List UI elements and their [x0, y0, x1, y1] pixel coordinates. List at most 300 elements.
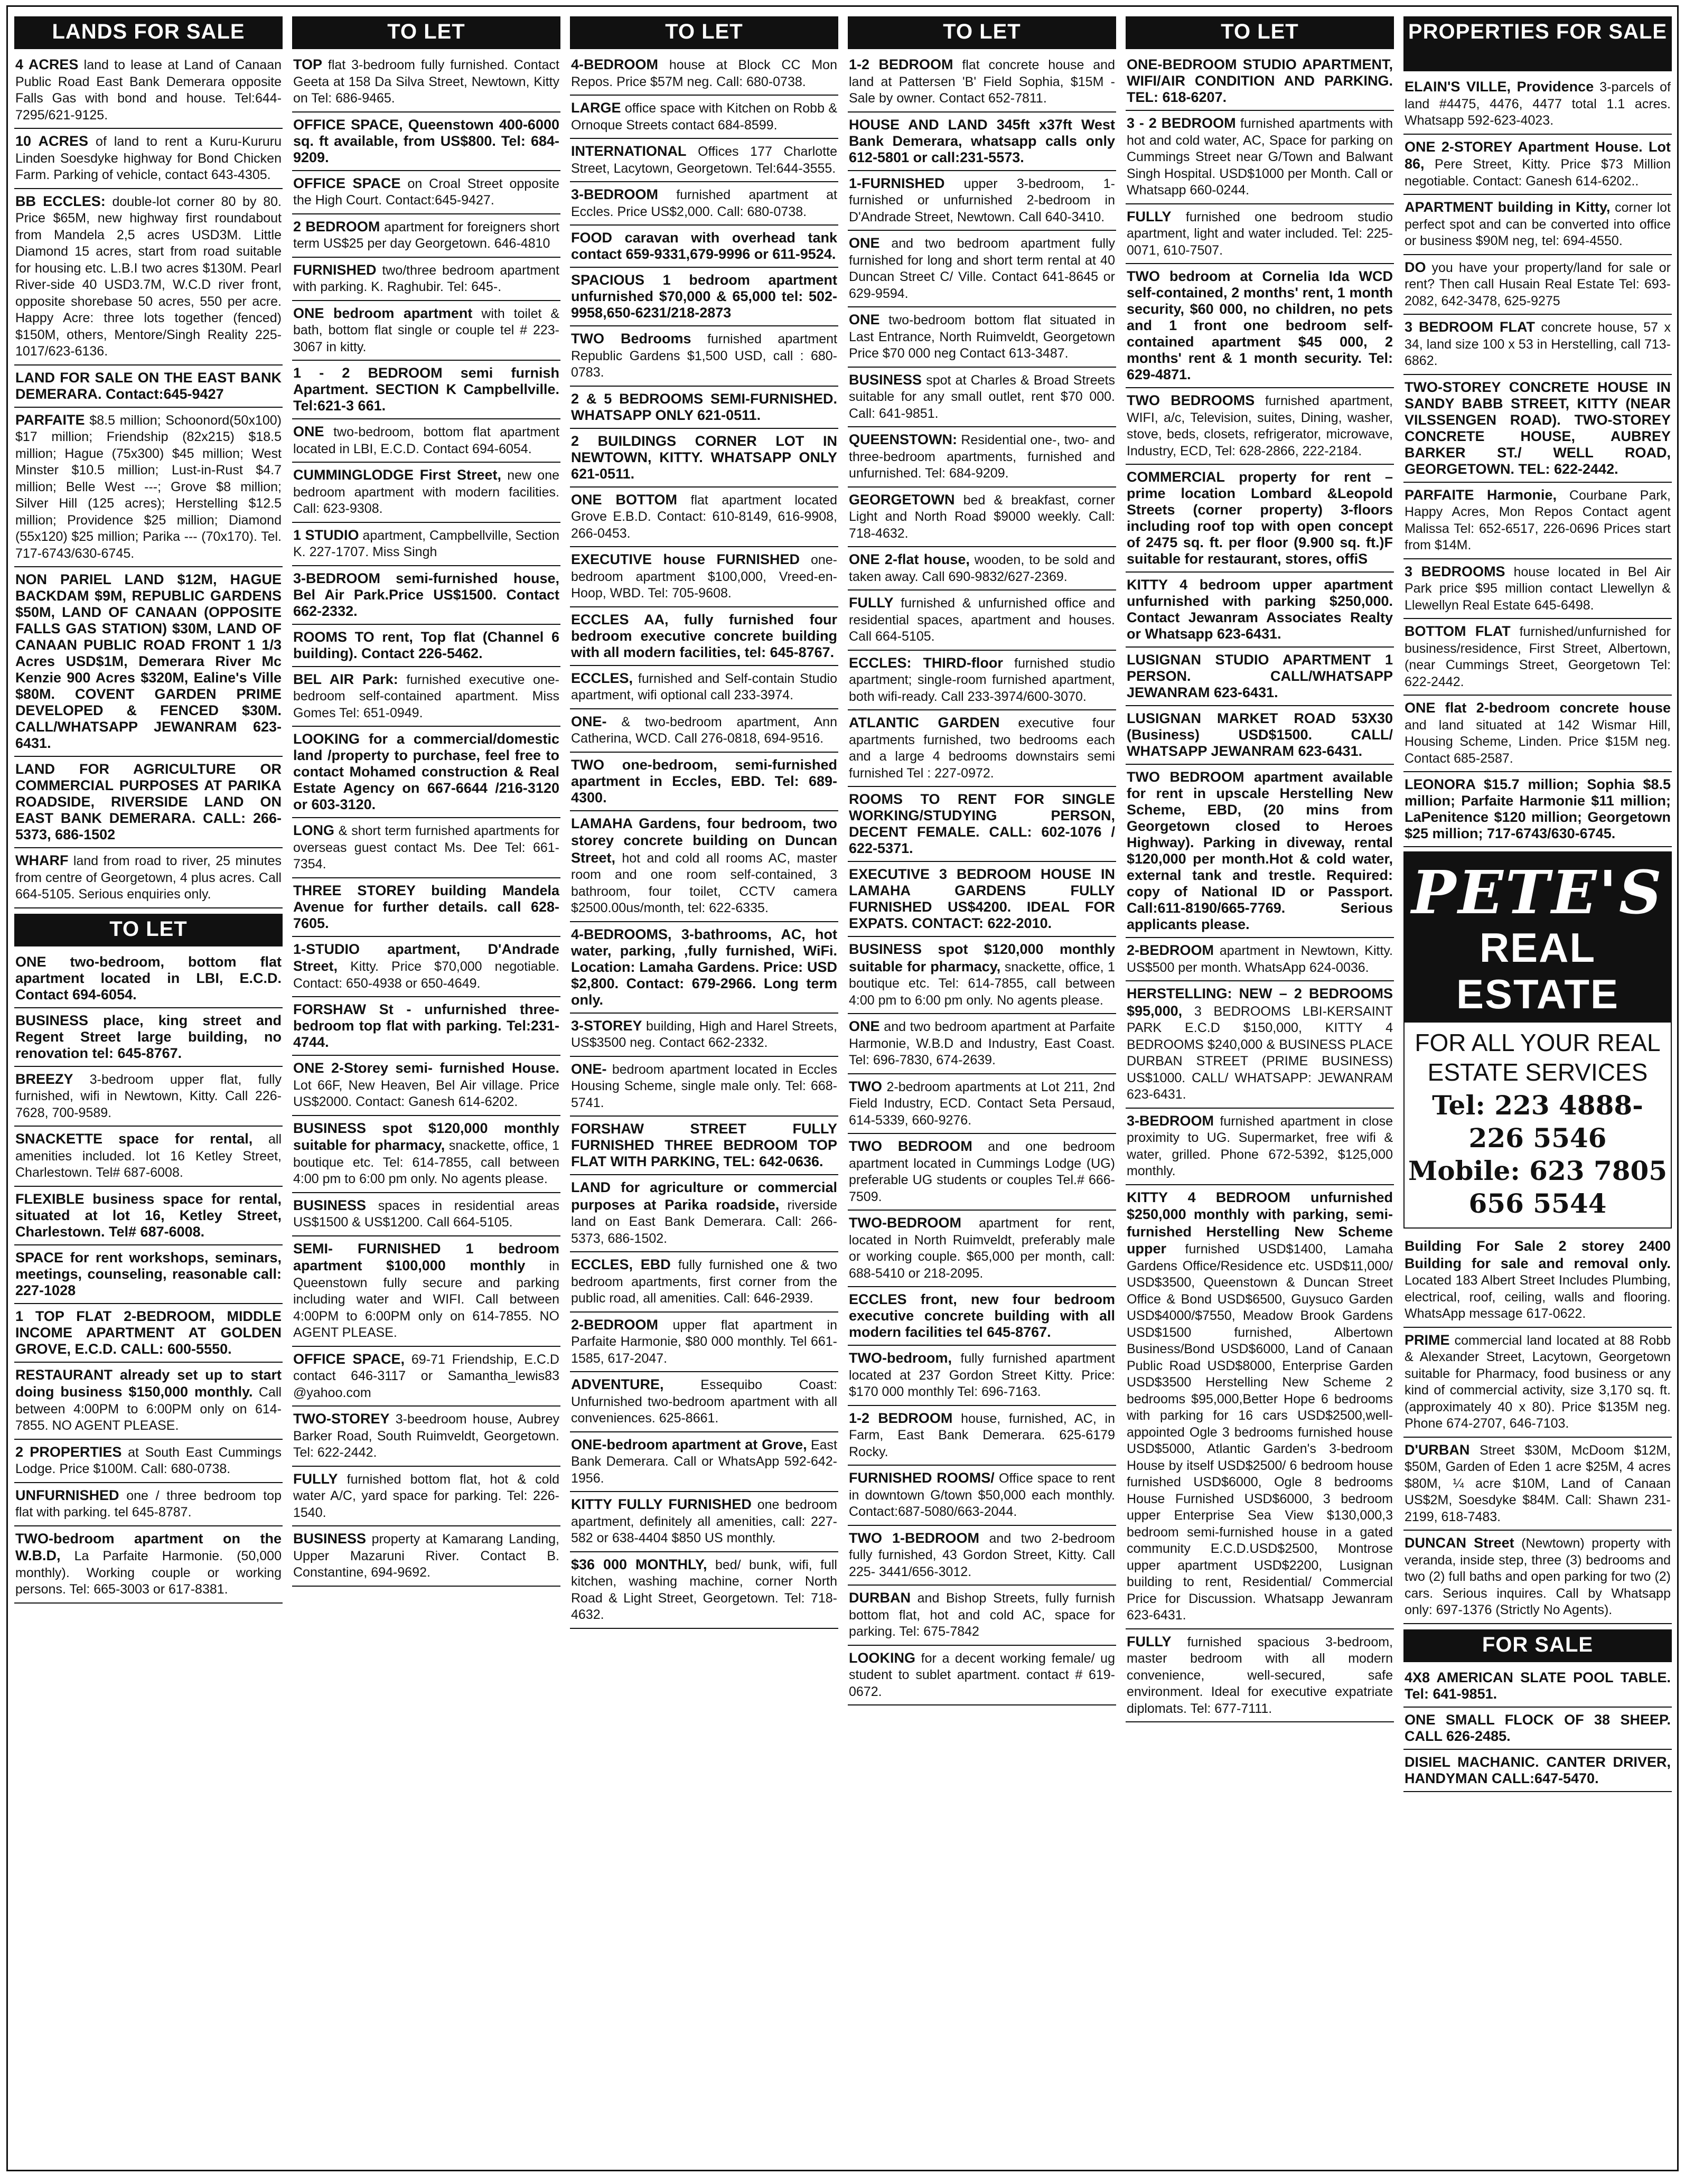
- ad-lead: EXECUTIVE 3 BEDROOM HOUSE IN LAMAHA GARDENS FULLY FURNISHED US$4200. IDEAL FOR EXPATS. CONTACT: 622-2010.: [849, 866, 1115, 931]
- classifieds-page: [6, 5, 1679, 2171]
- classified-ad: [14, 1187, 283, 1245]
- ad-lead: ONE SMALL FLOCK OF 38 SHEEP. CALL 626-2485.: [1405, 1711, 1671, 1744]
- ad-lead: RESTAURANT already set up to start doing business $150,000 monthly.: [15, 1366, 282, 1400]
- ad-body: in Queenstown fully secure and parking including water and WIFI. Call between 4:00PM to 6:00PM only on 614-7855. NO AGENT PLEASE.: [293, 1259, 559, 1340]
- ad-lead: NON PARIEL LAND $12M, HAGUE BACKDAM $9M, REPUBLIC GARDENS $50M, LAND OF CANAAN (OPPOSITE FALLS GAS STATION) $30M, LAND OF CANAAN PUBLIC ROAD FRONT 1 1/3 Acres USD$1M, Demerara River Mc Kenzie 900 Acres $320M, Ealine's Ville $80M. COVENT GARDEN PRIME DEVELOPED & FENCED $30M. CALL/WHATSAPP JEWANRAM 623-6431.: [15, 571, 282, 751]
- ad-lead: LUSIGNAN STUDIO APARTMENT 1 PERSON. CALL/WHATSAPP JEWANRAM 623-6431.: [1127, 652, 1393, 700]
- classified-ad: [848, 427, 1116, 488]
- classified-ad: [292, 52, 560, 113]
- classified-ad: [292, 1193, 560, 1236]
- ad-lead: TWO one-bedroom, semi-furnished apartment in Eccles, EBD. Tel: 689-4300.: [571, 756, 837, 805]
- ad-body: two-bedroom, bottom flat apartment located in LBI, E.C.D. Contact 694-6054.: [293, 425, 559, 456]
- classified-ad: [570, 1175, 838, 1252]
- classified-ad: [570, 922, 838, 1014]
- classified-ad: [570, 268, 838, 326]
- classified-ad: [14, 567, 283, 757]
- ad-lead: ONE BOTTOM: [571, 491, 678, 508]
- ad-body: furnished and Self-contain Studio apartment, wifi optional call 233-3974.: [571, 671, 837, 702]
- classified-ad: [292, 667, 560, 727]
- ad-body: Offices 177 Charlotte Street, Lacytown, Georgetown. Tel:644-3555.: [571, 144, 837, 176]
- ad-lead: FULLY: [849, 595, 894, 611]
- classified-ad: [848, 1526, 1116, 1586]
- ad-lead: HERSTELLING: NEW – 2 BEDROOMS $95,000,: [1127, 986, 1393, 1019]
- classified-ad: [1403, 375, 1672, 483]
- ad-body: spaces in residential areas US$1500 & US$1200. Call 664-5105.: [293, 1198, 559, 1230]
- ad-body: Courbane Park, Happy Acres, Mon Repos Contact agent Malissa Tel: 652-6517, 226-0696 Prices start from $14M.: [1405, 488, 1671, 552]
- section-header-to-let: TO LET: [848, 16, 1116, 49]
- classified-ad: [1126, 1629, 1394, 1723]
- classified-ad: [1403, 74, 1672, 135]
- ad-lead: TWO 1-BEDROOM: [849, 1530, 980, 1546]
- classified-ad: [570, 1552, 838, 1629]
- ad-body: and land situated at 142 Wismar Hill, Housing Scheme, Linden. Price $15M neg. Contact 685-2587.: [1405, 717, 1671, 766]
- classified-ad: [570, 1057, 838, 1117]
- ad-lead: LAND for agriculture or commercial purposes at Parika roadside,: [571, 1179, 837, 1213]
- classified-ad: [1126, 573, 1394, 648]
- ad-body: flat concrete house and land at Pattersen 'B' Field Sophia, $15M - Sale by owner. Contact 652-7811.: [849, 58, 1115, 106]
- ad-lead: COMMERCIAL property for rent – prime location Lombard &Leopold Streets (corner property) 3-floors including roof top with open concept of 2475 sq. ft. per floor (9.900 sq. ft.)F suitable for restaurant, stores, offiS: [1127, 469, 1393, 567]
- classified-ad: [14, 1127, 283, 1187]
- ad-lead: ADVENTURE,: [571, 1376, 664, 1392]
- ad-body: Located 183 Albert Street Includes Plumbing, electrical, roof, ceiling, walls and flooring. WhatsApp message 617-0622.: [1405, 1273, 1671, 1321]
- ad-lead: 2-BEDROOM: [1127, 942, 1214, 958]
- ad-body: and two 2-bedroom fully furnished, 43 Gordon Street, Kitty. Call 225- 3441/656-3012.: [849, 1531, 1115, 1579]
- ad-lead: ECCLES front, new four bedroom executive concrete building with all modern facilities tel 645-8767.: [849, 1291, 1115, 1340]
- ad-body: and two bedroom apartment at Parfaite Harmonie, W.B.D and Industry, East Coast. Tel: 696-7830, 674-2639.: [849, 1019, 1115, 1067]
- ad-lead: ATLANTIC GARDEN: [849, 715, 1000, 730]
- classified-ad: [292, 1236, 560, 1347]
- ad-lead: TWO Bedrooms: [571, 331, 691, 346]
- classified-ad: [848, 368, 1116, 428]
- ad-lead: FULLY: [1127, 1633, 1172, 1649]
- classified-ad: [848, 590, 1116, 651]
- ad-body: upper 3-bedroom, 1-furnished or unfurnished 2-bedroom in D'Andrade Street, Newtown. Call 640-3410.: [849, 176, 1115, 224]
- ad-body: furnished one bedroom studio apartment, light and water included. Tel: 225-0071, 610-7507.: [1127, 209, 1393, 258]
- ad-lead: 3-STOREY: [571, 1017, 642, 1034]
- ad-lead: SNACKETTE space for rental,: [15, 1131, 253, 1147]
- ad-body: furnished apartment, WIFI, a/c, Television, suites, Dining, washer, stove, beds, closets, refrigerator, microwave, Industry, ECD, Tel: 628-2866, 222-2184.: [1127, 393, 1393, 458]
- ad-lead: ONE-BEDROOM STUDIO APARTMENT, WIFI/AIR CONDITION AND PARKING. TEL: 618-6207.: [1127, 57, 1393, 105]
- classified-ad: [848, 1346, 1116, 1406]
- ad-body: Call between 4:00PM to 6:00PM only on 614-7855. NO AGENT PLEASE.: [15, 1385, 282, 1433]
- ad-lead: TWO-bedroom,: [849, 1350, 952, 1366]
- ad-lead: 4-BEDROOM: [571, 57, 659, 72]
- ad-body: fully furnished apartment located at 237 Gordon Street Kitty. Price: $170 000 monthly Tel: 696-7163.: [849, 1351, 1115, 1399]
- classified-ad: [1126, 981, 1394, 1109]
- classified-ad: [292, 301, 560, 361]
- ad-lead: GEORGETOWN: [849, 491, 955, 508]
- classified-ad: [848, 547, 1116, 590]
- classified-ad: [14, 408, 283, 568]
- ad-body: & short term furnished apartments for overseas guest contact Ms. Dee Tel: 661-7354.: [293, 823, 559, 871]
- section-header-lands-for-sale: LANDS FOR SALE: [14, 16, 283, 49]
- ad-lead: 1 - 2 BEDROOM semi furnish Apartment. SECTION K Campbellville. Tel:621-3 661.: [293, 365, 559, 414]
- classified-ad: [570, 607, 838, 666]
- ad-lead: 3-BEDROOM: [571, 186, 659, 202]
- classified-ad: [848, 1211, 1116, 1287]
- classified-ad: [848, 937, 1116, 1014]
- logo-banner: [1405, 852, 1671, 1023]
- classified-ad: [570, 753, 838, 811]
- ad-list: [1403, 1234, 1672, 1624]
- ad-body: apartment in Newtown, Kitty. US$500 per month. WhatsApp 624-0036.: [1127, 943, 1393, 975]
- ad-lead: LAMAHA Gardens, four bedroom, two storey concrete building on Duncan Street,: [571, 815, 837, 866]
- classified-ad: [570, 326, 838, 387]
- ad-lead: TOP: [293, 57, 323, 72]
- ad-body: spot at Charles & Broad Streets suitable for any small outlet, rent $70 000. Call: 641-9851.: [849, 372, 1115, 421]
- ad-body: and two bedroom apartment fully furnished for long and short term rental at 40 Duncan Street C/ Ville. Contact 641-8645 or 629-9594.: [849, 236, 1115, 301]
- ad-lead: DUNCAN Street: [1405, 1535, 1514, 1551]
- classified-ad: [848, 488, 1116, 548]
- ad-body: flat apartment located Grove E.B.D. Contact: 610-8149, 616-9908, 266-0453.: [571, 492, 837, 541]
- classified-ad: [14, 1363, 283, 1440]
- classified-ad: [292, 818, 560, 878]
- classified-ad: [14, 365, 283, 408]
- ad-body: East Bank Demerara. Call or WhatsApp 592-642-1956.: [571, 1437, 837, 1486]
- ad-body: commercial land located at 88 Robb & Alexander Street, Lacytown, Georgetown suitable for Pharmacy, food business or any kind of commercial activity, size 3,170 sq. ft. (approximately 40 x 80). Price $135M neg. Phone 674-2707, 646-7103.: [1405, 1333, 1671, 1431]
- classified-ad: [14, 950, 283, 1008]
- ad-lead: ONE: [849, 312, 880, 327]
- classified-ad: [1126, 111, 1394, 204]
- ad-body: 2-bedroom apartments at Lot 211, 2nd Field Industry, ECD. Contact Seta Persaud, 614-5339, 660-9276.: [849, 1079, 1115, 1128]
- ad-body: house, furnished, AC, in Farm, East Bank Demerara. 625-6179 Rocky.: [849, 1411, 1115, 1459]
- ad-body: furnished USD$1400, Lamaha Gardens Office/Residence etc. USD$11,000/ USD$3500, Queenstown & Duncan Street Office & Bond USD$6500, Guysuco Garden USD$4000/$7550, Meadow Brook Gardens USD$1500 furnished, Albertown Business/Bond USD$6000, Land of Canaan Public Road USD$8000, Enterprise Garden USD$3500 Herstelling New Scheme 2 bedrooms $95,000,Better Hope 6 bedrooms with parking for 16 cars USD$2500,well-appointed Ogle 3 bedrooms furnished house USD$5000, Atlantic Garden's 3-bedroom House by itself USD$2500/ 6 bedroom house furnished USD$6000, Ogle 8 bedrooms House Furnished USD$6000, 3 bedroom upper Enterprise Sea View $130,000,3 bedroom semi-furnished house in a gated community E.C.D.USD$2500, Montrose upper apartment USD$2200, Lusignan building to rent, Residential/ Commercial Price for Discussion. Whatsapp Jewanram 623-6431.: [1127, 1242, 1393, 1623]
- ad-body: furnished executive one-bedroom self-contained apartment. Miss Gomes Tel: 651-0949.: [293, 672, 560, 720]
- ad-lead: ONE: [849, 1018, 880, 1034]
- ad-body: Office space to rent in downtown G/town $50,000 each monthly. Contact:687-5080/663-2044.: [849, 1471, 1115, 1519]
- column-4: [848, 16, 1116, 2162]
- ad-lead: BUSINESS spot $120,000 monthly suitable for pharmacy,: [293, 1120, 559, 1153]
- ad-lead: ONE: [293, 424, 324, 439]
- ad-body: 3-bedroom upper flat, fully furnished, wifi in Newtown, Kitty. Call 226-7628, 700-9589.: [15, 1072, 282, 1120]
- section-header-for-sale: FOR SALE: [1403, 1629, 1672, 1662]
- ad-body: apartment, Campbellville, Section K. 227-1707. Miss Singh: [293, 528, 559, 559]
- classified-ad: [1126, 938, 1394, 981]
- ad-lead: PARFAITE Harmonie,: [1405, 486, 1557, 503]
- classified-ad: [1403, 772, 1672, 847]
- classified-ad: [570, 387, 838, 429]
- ad-body: on Croal Street opposite the High Court. Contact:645-9427.: [293, 176, 559, 208]
- classified-ad: [570, 1252, 838, 1313]
- classified-ad: [1403, 1438, 1672, 1531]
- ad-lead: TWO BEDROOM apartment available for rent in upscale Herstelling New Scheme, EBD, (20 mins from Georgetown closed to Heroes Highway). Parking in diveway, rental $120,000 per month.Hot & cold water, external tank and trestle. Required: copy of National ID or Passport. Call:611-8190/665-7769. Serious applicants please.: [1127, 769, 1393, 932]
- ad-body: Street $30M, McDoom $12M, $50M, Garden of Eden 1 acre $25M, 4 acres $80M, ¼ acre $10M, Land of Canaan US$2M, Soesdyke $84M. Call: Shawn 231-2199, 618-7483.: [1405, 1442, 1671, 1524]
- ad-lead: 4-BEDROOMS, 3-bathrooms, AC, hot water, parking, ,fully furnished, WiFi. Location: Lamaha Gardens. Price: USD $2,800. Contact: 679-2966. Long term only.: [571, 926, 837, 1008]
- ad-body: you have your property/land for sale or rent? Then call Husain Real Estate Tel: 693-2082, 642-3478, 625-9275: [1405, 260, 1671, 308]
- logo-subtitle: REAL ESTATE: [1456, 924, 1620, 1017]
- ad-body: furnished apartment at Eccles. Price US$2,000. Call: 680-0738.: [571, 188, 837, 219]
- ad-lead: ROOMS TO rent, Top flat (Channel 6 building). Contact 226-5462.: [293, 629, 559, 661]
- ad-lead: 1-STUDIO apartment, D'Andrade Street,: [293, 941, 559, 974]
- ad-lead: TWO-STOREY: [293, 1411, 390, 1427]
- ad-body: wooden, to be sold and taken away. Call 690-9832/627-2369.: [849, 552, 1115, 584]
- classified-ad: [292, 214, 560, 258]
- ad-lead: LOOKING: [849, 1649, 915, 1666]
- classified-ad: [1403, 696, 1672, 772]
- classified-ad: [848, 52, 1116, 113]
- classified-ad: [1403, 1328, 1672, 1438]
- ad-body: concrete house, 57 x 34, land size 100 x 53 in Herstelling, call 713-6862.: [1405, 320, 1671, 368]
- classified-ad: [1126, 706, 1394, 765]
- ad-body: 3 BEDROOMS LBI-KERSAINT PARK E.C.D $150,000, KITTY 4 BEDROOMS $240,000 & BUSINESS PLACE DURBAN STREET (PRIME BUSINESS) US$1000. CALL/ WHATSAPP: JEWANRAM 623-6431.: [1127, 1004, 1393, 1102]
- classified-ad: [292, 1116, 560, 1193]
- ad-lead: ONE 2-Storey semi- furnished House.: [293, 1060, 559, 1076]
- classified-ad: [570, 709, 838, 753]
- ad-lead: WHARF: [15, 852, 69, 868]
- ad-body: La Parfaite Harmonie. (50,000 monthly). Working couple or working persons. Tel: 665-3003 or 617-8381.: [15, 1549, 282, 1597]
- ad-lead: ONE bedroom apartment: [293, 305, 473, 321]
- classified-ad: [1403, 315, 1672, 375]
- classified-ad: [848, 1466, 1116, 1526]
- classified-ad: [292, 258, 560, 301]
- classified-ad: [848, 1586, 1116, 1646]
- classified-ad: [292, 1526, 560, 1587]
- logo-phone: [1405, 1089, 1671, 1227]
- classified-ad: [1126, 388, 1394, 465]
- ad-body: $8.5 million; Schoonord(50x100) $17 million; Friendship (82x215) $18.5 million; Hague (75x300) $45 million; West Minster $10.5 million; Lust-in-Rust $4.7 million; Belle West ---; Grove $8 million; Silver Hill (125 acres); Herstelling $12.5 million; Providence $25 million; Diamond (55x120) $25 million; Parika --- (70x170). Tel. 717-6743/630-6745.: [15, 413, 282, 561]
- ad-lead: TWO BEDROOMS: [1127, 392, 1255, 408]
- classified-ad: [292, 1467, 560, 1527]
- ad-list: [292, 52, 560, 1587]
- ad-lead: PRIME: [1405, 1332, 1450, 1348]
- column-5: [1126, 16, 1394, 2162]
- ad-lead: 4 ACRES: [15, 57, 79, 72]
- classified-ad: [570, 811, 838, 922]
- classified-ad: [570, 52, 838, 96]
- ad-lead: FORSHAW STREET FULLY FURNISHED THREE BEDROOM TOP FLAT WITH PARKING, TEL: 642-0636.: [571, 1121, 837, 1169]
- ad-lead: 3 BEDROOMS: [1405, 563, 1505, 579]
- ad-lead: ELAIN'S VILLE, Providence: [1405, 79, 1594, 95]
- ad-body: 3-beedroom house, Aubrey Barker Road, South Ruimveldt, Georgetown. Tel: 622-2442.: [293, 1412, 559, 1460]
- ad-body: furnished/unfurnished for business/residence, First Street, Albertown, (near Cummings Street, Georgetown Tel: 622-2442.: [1405, 624, 1671, 689]
- classified-ad: [848, 1287, 1116, 1346]
- classified-ad: [848, 1074, 1116, 1135]
- ad-lead: EXECUTIVE house FURNISHED: [571, 551, 800, 567]
- classified-ad: [292, 113, 560, 171]
- classified-ad: [1126, 264, 1394, 388]
- ad-lead: TWO-BEDROOM: [849, 1215, 961, 1231]
- classified-ad: [14, 1483, 283, 1526]
- ad-lead: FURNISHED: [293, 261, 377, 278]
- ad-lead: 3 - 2 BEDROOM: [1127, 115, 1236, 131]
- ad-body: snackette, office, 1 boutique etc. Tel: 614-7855, call between 4:00 pm to 6:00 pm only. No agents please.: [293, 1138, 559, 1186]
- classified-ad: [1126, 1109, 1394, 1185]
- ad-body: & two-bedroom apartment, Ann Catherina, WCD. Call 276-0818, 694-9516.: [571, 714, 837, 746]
- ad-lead: SPACIOUS 1 bedroom apartment unfurnished $70,000 & 65,000 tel: 502-9958,650-6231/218-2873: [571, 272, 837, 321]
- ad-body: land from road to river, 25 minutes from centre of Georgetown, 4 plus acres. Call 664-5105. Serious enquiries only.: [15, 854, 282, 902]
- classified-ad: [1403, 195, 1672, 255]
- classified-ad: [292, 361, 560, 419]
- ad-body: Lot 66F, New Heaven, Bel Air village. Price US$2000. Contact: Ganesh 614-6202.: [293, 1077, 559, 1109]
- classified-ad: [14, 1008, 283, 1067]
- ad-body: house located in Bel Air Park price $95 million contact Llewellyn & Llewellyn Real Estate 645-6498.: [1405, 564, 1671, 613]
- classified-ad: [14, 1067, 283, 1127]
- ad-lead: ONE-bedroom apartment at Grove,: [571, 1436, 807, 1452]
- ad-body: snackette, office, 1 boutique etc. Tel: 614-7855, call between 4:00 pm to 6:00 pm only. No agents please.: [849, 959, 1115, 1008]
- classified-ad: [14, 1245, 283, 1304]
- classified-ad: [1126, 52, 1394, 111]
- classified-ad: [1403, 255, 1672, 315]
- classified-ad: [292, 878, 560, 937]
- classified-ad: [848, 1014, 1116, 1074]
- ad-body: new one bedroom apartment with modern facilities. Call: 623-9308.: [293, 468, 559, 516]
- classified-ad: [292, 997, 560, 1056]
- classified-ad: [292, 727, 560, 818]
- classified-ad: [570, 666, 838, 709]
- ad-lead: SPACE for rent workshops, seminars, meetings, counseling, reasonable call: 227-1028: [15, 1249, 282, 1298]
- ad-body: two/three bedroom apartment with parking. K. Raghubir. Tel: 645-.: [293, 263, 559, 294]
- classified-ad: [292, 566, 560, 625]
- ad-lead: ONE: [849, 235, 880, 251]
- classified-ad: [14, 189, 283, 365]
- logo-tel-2: 226 5546: [1468, 1122, 1607, 1154]
- classified-ad: [292, 1407, 560, 1467]
- classified-ad: [14, 129, 283, 189]
- section-header-properties-for-sale: PROPERTIES FOR SALE: [1403, 16, 1672, 71]
- ad-list: [570, 52, 838, 1629]
- column-6: [1403, 16, 1672, 2162]
- ad-lead: APARTMENT building in Kitty,: [1405, 199, 1611, 215]
- classified-ad: [292, 625, 560, 667]
- ad-lead: TWO bedroom at Cornelia Ida WCD self-contained, 2 months' rent, 1 month security, $60 000, no children, no pets and 1 front one bedroom self-contained apartment $45 000, 2 months' rent & 1 month security. Tel: 629-4871.: [1127, 268, 1393, 382]
- logo-brand: PETE'S: [1411, 858, 1664, 927]
- ad-body: all amenities included. lot 16 Ketley Street, Charlestown. Tel# 687-6008.: [15, 1132, 282, 1180]
- ad-list: [14, 52, 283, 908]
- ad-body: with toilet & bath, bottom flat single or couple tel # 223-3067 in kitty.: [293, 306, 560, 354]
- ad-body: riverside land on East Bank Demerara. Call: 266-5373, 686-1502.: [571, 1197, 838, 1246]
- classified-ad: [570, 429, 838, 488]
- ad-lead: BUSINESS: [849, 371, 922, 388]
- classified-ad: [570, 547, 838, 607]
- ad-body: furnished apartments with hot and cold water, AC, Space for parking on Cummings Street near G/Town and Balwant Singh Hospital. USD$1000 per Month. Call or Whatsapp 660-0244.: [1127, 116, 1393, 198]
- ad-body: upper flat apartment in Parfaite Harmonie, $80 000 monthly. Tel 661-1585, 617-2047.: [571, 1317, 837, 1366]
- classified-ad: [14, 52, 283, 129]
- ad-list: [848, 52, 1116, 1705]
- ad-lead: 4X8 AMERICAN SLATE POOL TABLE. Tel: 641-9851.: [1405, 1669, 1671, 1702]
- ad-lead: DO: [1405, 259, 1426, 275]
- column-2: [292, 16, 560, 2162]
- ad-lead: ROOMS TO RENT FOR SINGLE WORKING/STUDYING PERSON, DECENT FEMALE. CALL: 602-1076 / 622-5371.: [849, 791, 1115, 856]
- ad-body: property at Kamarang Landing, Upper Mazaruni River. Contact B. Constantine, 694-9692.: [293, 1532, 559, 1580]
- ad-body: Kitty. Price $70,000 negotiable. Contact: 650-4938 or 650-4649.: [293, 959, 560, 991]
- ad-lead: 2 PROPERTIES: [15, 1443, 122, 1460]
- section-header-to-let: TO LET: [1126, 16, 1394, 49]
- classified-ad: [570, 182, 838, 226]
- ad-lead: BUSINESS place, king street and Regent Street large building, no renovation tel: 645-8767.: [15, 1012, 282, 1061]
- ad-lead: KITTY 4 BEDROOM unfurnished $250,000 monthly with parking, semi-furnished Herstelling New Scheme upper: [1127, 1189, 1393, 1257]
- ad-body: one-bedroom apartment $100,000, Vreed-en-Hoop, WBD. Tel: 705-9608.: [571, 552, 837, 601]
- classified-ad: [292, 1056, 560, 1116]
- ad-lead: ECCLES: THIRD-floor: [849, 654, 1003, 671]
- ad-body: office space with Kitchen on Robb & Ornoque Streets contact 684-8599.: [571, 101, 837, 133]
- ad-body: of land to rent a Kuru-Kururu Linden Soesdyke highway for Bond Chicken Farm. Parking of vehicle, contact 643-4305.: [15, 134, 282, 182]
- classified-ad: [848, 1406, 1116, 1466]
- ad-lead: FOOD caravan with overhead tank contact 659-9331,679-9996 or 611-9524.: [571, 230, 837, 262]
- ad-body: bed/ bunk, wifi, full kitchen, washing machine, corner North Road & Light Street, Georgetown. Tel: 718-4632.: [571, 1557, 837, 1622]
- ad-lead: OFFICE SPACE, Queenstown 400-6000 sq. ft available, from US$800. Tel: 684-9209.: [293, 116, 559, 165]
- logo-mobile: Mobile: 623 7805: [1408, 1155, 1668, 1186]
- classified-ad: [1403, 483, 1672, 559]
- ad-body: building, High and Harel Streets, US$3500 neg. Contact 662-2332.: [571, 1018, 837, 1050]
- ad-list: [1403, 1665, 1672, 1792]
- ad-body: bedroom apartment located in Eccles Housing Scheme, single male only. Tel: 668-5741.: [571, 1062, 837, 1110]
- classified-ad: [848, 787, 1116, 862]
- classified-ad: [1126, 648, 1394, 706]
- ad-lead: LOOKING for a commercial/domestic land /property to purchase, feel free to contact Mohamed construction & Real Estate Agency on 667-6644 /216-3120 or 603-3120.: [293, 731, 559, 812]
- ad-lead: LEONORA $15.7 million; Sophia $8.5 million; Parfaite Harmonie $11 million; LaPenitence $120 million; Georgetown $25 million; 717-6743/630-6745.: [1405, 776, 1671, 841]
- classified-ad: [1126, 204, 1394, 265]
- ad-lead: SEMI- FURNISHED 1 bedroom apartment $100,000 monthly: [293, 1240, 559, 1273]
- ad-body: (Newtown) property with veranda, inside step, three (3) bedrooms and two (2) full baths and open parking for two (2) cars. Serious inquires. Call by Whatsapp only: 697-1376 (Strictly No Agents).: [1405, 1536, 1671, 1617]
- classified-ad: [292, 523, 560, 566]
- classified-ad: [1403, 619, 1672, 696]
- logo-services: FOR ALL YOUR REAL ESTATE SERVICES: [1415, 1029, 1661, 1086]
- classified-ad: [848, 171, 1116, 231]
- ad-list: [1403, 74, 1672, 847]
- ad-body: one / three bedroom top flat with parking. tel 645-8787.: [15, 1488, 282, 1520]
- classified-ad: [1403, 1708, 1672, 1750]
- ad-lead: PARFAITE: [15, 411, 85, 428]
- classified-ad: [570, 1492, 838, 1552]
- ad-lead: 1 STUDIO: [293, 527, 359, 543]
- classified-ad: [570, 226, 838, 268]
- logo-tel: Tel: 223 4888-: [1432, 1090, 1643, 1121]
- ad-body: 69-71 Friendship, E.C.D contact 646-3117 or Samantha_lewis83 @yahoo.com: [293, 1352, 559, 1400]
- ad-lead: ONE 2-STOREY Apartment House. Lot 86,: [1405, 138, 1671, 172]
- ad-lead: ONE-: [571, 713, 607, 729]
- ad-body: double-lot corner 80 by 80. Price $65M, new highway first roundabout from Mandela 2,5 acres USD3M. Little Diamond 15 acres, start from road suitable for housing etc. L.B.I two acres $130M. Pearl River-side 40 USD3.7M, W.C.D river front, opposite shorebase 50 acres, 550 per acre. Happy Acre: three lots together (fenced) $150M, others, Mentore/Singh Reality 225-1017/623-6136.: [15, 194, 282, 359]
- classified-ad: [292, 1347, 560, 1407]
- ad-lead: FORSHAW St - unfurnished three-bedroom top flat with parking. Tel:231-4744.: [293, 1001, 559, 1050]
- ad-lead: LAND FOR AGRICULTURE OR COMMERCIAL PURPOSES AT PARIKA ROADSIDE, RIVERSIDE LAND ON EAST BANK DEMERARA. CALL: 266-5373, 686-1502: [15, 761, 282, 842]
- classified-ad: [14, 1304, 283, 1363]
- ad-lead: UNFURNISHED: [15, 1487, 119, 1503]
- classified-ad: [292, 171, 560, 214]
- ad-body: fully furnished one & two bedroom apartments, first corner from the public road, all amenities. Call: 646-2939.: [571, 1258, 837, 1306]
- ad-body: corner lot perfect spot and can be converted into office or business $90M neg, tel: 694-4550.: [1405, 200, 1671, 248]
- classified-ad: [1126, 465, 1394, 573]
- ad-lead: BREEZY: [15, 1071, 73, 1087]
- ad-lead: THREE STOREY building Mandela Avenue for further details. call 628-7605.: [293, 882, 559, 931]
- classified-ad: [848, 1134, 1116, 1211]
- classified-ad: [570, 1372, 838, 1432]
- classified-ad: [570, 1432, 838, 1493]
- ad-lead: ONE two-bedroom, bottom flat apartment located in LBI, E.C.D. Contact 694-6054.: [15, 953, 282, 1002]
- ad-lead: BUSINESS: [293, 1197, 367, 1213]
- ad-list: [14, 950, 283, 1604]
- ad-lead: FULLY: [293, 1470, 338, 1487]
- ad-lead: BUSINESS spot $120,000 monthly suitable for pharmacy,: [849, 941, 1115, 974]
- ad-body: land to lease at Land of Canaan Public Road East Bank Demerara opposite Falls Gas with bond and house. Tel:644-7295/621-9125.: [15, 58, 282, 123]
- ad-body: Pere Street, Kitty. Price $73 Million negotiable. Contact: Ganesh 614-6202..: [1405, 157, 1671, 189]
- ad-lead: ONE flat 2-bedroom concrete house: [1405, 700, 1671, 716]
- ad-lead: TWO: [849, 1078, 882, 1094]
- classified-ad: [1403, 1234, 1672, 1328]
- ad-lead: ECCLES AA, fully furnished four bedroom executive concrete building with all modern facilities, tel: 645-8767.: [571, 611, 837, 660]
- ad-lead: BUSINESS: [293, 1531, 367, 1546]
- ad-body: 3-parcels of land #4475, 4476, 4477 total 1.1 acres. Whatsapp 592-623-4023.: [1405, 80, 1671, 128]
- classified-ad: [14, 1526, 283, 1604]
- ad-body: hot and cold all rooms AC, master room and one room self-contained, 3 bathroom, four toilet, CCTV camera $2500.00us/month, tel: 622-6335.: [571, 850, 838, 915]
- ad-body: Essequibo Coast: Unfurnished two-bedroom apartment with all conveniences. 625-8661.: [571, 1377, 838, 1426]
- classified-ad: [848, 1646, 1116, 1706]
- ad-lead: INTERNATIONAL: [571, 143, 687, 159]
- classified-ad: [292, 937, 560, 998]
- ad-lead: 10 ACRES: [15, 133, 89, 149]
- classified-ad: [1403, 135, 1672, 195]
- ad-body: furnished & unfurnished office and residential spaces, apartment and houses. Call 664-5105.: [849, 596, 1116, 644]
- ad-lead: OFFICE SPACE,: [293, 1351, 405, 1367]
